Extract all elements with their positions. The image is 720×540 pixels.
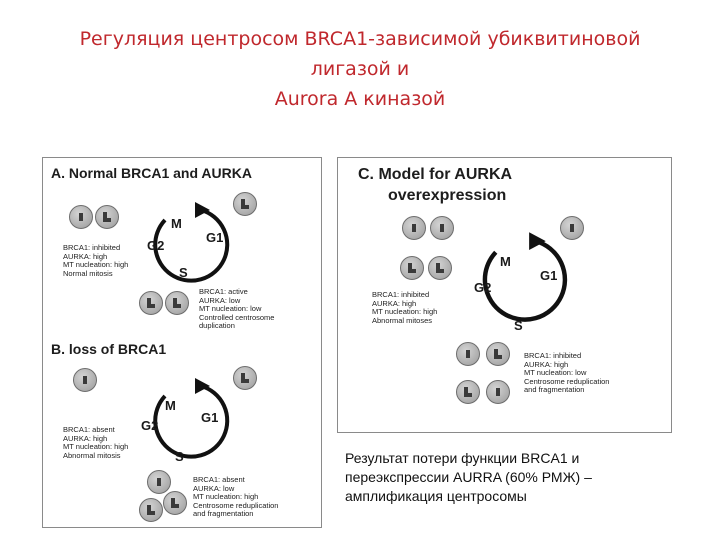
figure-panel-ab: [42, 157, 322, 528]
panel-b-bottom-label: [193, 476, 278, 519]
figure-panel-c: [337, 157, 672, 433]
panel-b-heading: B. loss of BRCA1: [51, 341, 167, 357]
label-line: AURKA: high: [524, 359, 569, 369]
caption-line-3: амплификация центросомы: [345, 488, 527, 504]
cell-icon: [139, 498, 163, 522]
label-line: Normal mitosis: [63, 268, 113, 278]
cell-icon: [233, 366, 257, 390]
label-line: AURKA: low: [199, 295, 241, 305]
cycle-arrowhead: [195, 378, 210, 394]
phase-m: M: [500, 254, 511, 269]
label-line: MT nucleation: high: [63, 260, 129, 269]
panel-c-bottom-label: [524, 352, 609, 395]
phase-g2: G2: [147, 238, 165, 253]
label-line: MT nucleation: low: [524, 368, 587, 377]
cell-icon: [95, 205, 119, 229]
label-line: Abnormal mitosis: [63, 450, 121, 460]
phase-g1: G1: [206, 230, 224, 245]
panel-c-heading-line-2: overexpression: [388, 187, 507, 204]
label-line: Abnormal mitoses: [372, 315, 433, 325]
label-line: AURKA: high: [63, 433, 108, 443]
cell-icon: [430, 216, 454, 240]
cycle-arrow: [155, 210, 227, 281]
label-line: and fragmentation: [193, 509, 254, 518]
cell-icon: [486, 342, 510, 366]
cell-icon: [163, 491, 187, 515]
cell-icon: [139, 291, 163, 315]
label-line: Centrosome reduplication: [524, 376, 610, 386]
panel-c-heading: [358, 164, 512, 206]
phase-m: M: [165, 398, 176, 413]
label-line: and fragmentation: [524, 385, 585, 394]
title-line-1: Регуляция центросом BRCA1-зависимой убиквитиновой: [79, 28, 641, 50]
panel-a-heading: A. Normal BRCA1 and AURKA: [51, 165, 252, 181]
label-line: MT nucleation: high: [372, 307, 438, 316]
caption-line-1: Результат потери функции BRCA1 и: [345, 450, 580, 466]
cell-icon: [402, 216, 426, 240]
label-line: duplication: [199, 321, 235, 330]
cell-icon: [400, 256, 424, 280]
title-line-2: лигазой и: [310, 58, 410, 80]
panel-c-heading-line-1: C. Model for AURKA: [358, 166, 513, 183]
phase-s: S: [514, 318, 523, 333]
label-line: AURKA: low: [193, 483, 235, 493]
label-line: MT nucleation: low: [199, 304, 262, 313]
phase-g2: G2: [141, 418, 159, 433]
cell-icon: [69, 205, 93, 229]
panel-b-left-label: [63, 426, 128, 460]
slide-title: [0, 24, 720, 114]
label-line: Controlled centrosome: [199, 312, 275, 322]
cycle-arrowhead: [529, 232, 546, 250]
label-line: AURKA: high: [63, 251, 108, 261]
label-line: BRCA1: absent: [63, 425, 115, 434]
cell-icon: [486, 380, 510, 404]
label-line: BRCA1: inhibited: [372, 290, 430, 299]
cell-icon: [456, 342, 480, 366]
panel-c-left-label: [372, 291, 437, 325]
label-line: AURKA: high: [372, 298, 417, 308]
label-line: BRCA1: inhibited: [524, 351, 582, 360]
phase-m: M: [171, 216, 182, 231]
label-line: MT nucleation: high: [63, 442, 129, 451]
cycle-arrowhead: [195, 202, 210, 218]
phase-g2: G2: [474, 280, 492, 295]
phase-s: S: [179, 265, 188, 280]
label-line: BRCA1: active: [199, 287, 248, 296]
label-line: BRCA1: absent: [193, 475, 245, 484]
cell-icon: [456, 380, 480, 404]
label-line: BRCA1: inhibited: [63, 243, 121, 252]
cell-icon: [73, 368, 97, 392]
caption: [345, 449, 675, 506]
cell-icon: [428, 256, 452, 280]
cell-icon: [233, 192, 257, 216]
panel-a-bottom-label: [199, 288, 274, 331]
phase-g1: G1: [201, 410, 219, 425]
phase-g1: G1: [540, 268, 558, 283]
label-line: MT nucleation: high: [193, 492, 259, 501]
panel-a-left-label: [63, 244, 128, 278]
title-line-3: Aurora A киназой: [274, 88, 446, 110]
phase-s: S: [175, 449, 184, 464]
label-line: Centrosome reduplication: [193, 500, 279, 510]
caption-line-2: переэкспрессии AURRA (60% РМЖ) –: [345, 469, 592, 485]
cell-icon: [165, 291, 189, 315]
cell-icon: [147, 470, 171, 494]
